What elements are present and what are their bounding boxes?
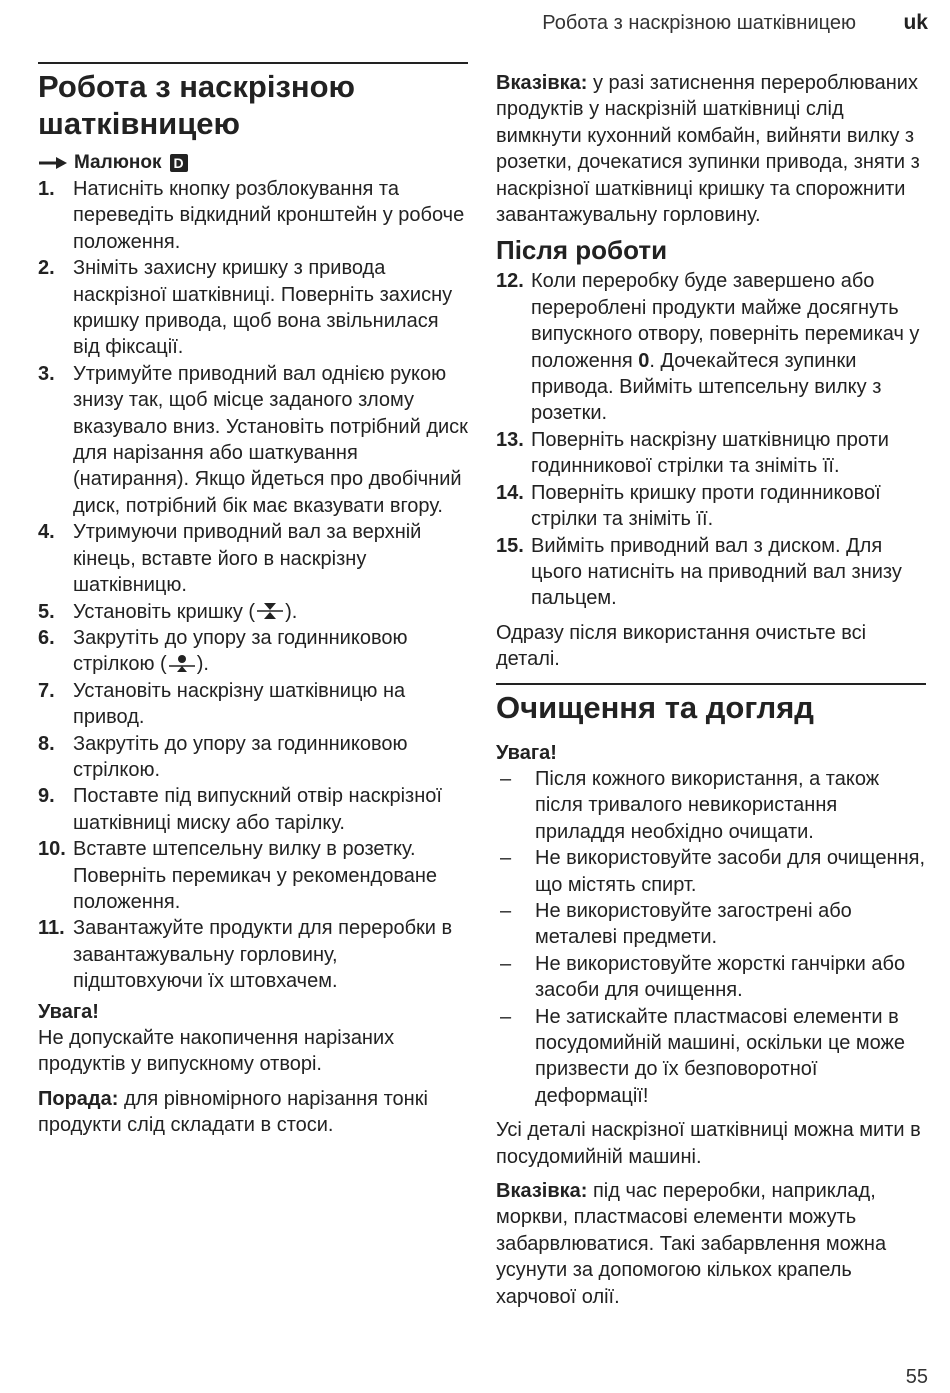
warning-text: Не використовуйте засоби для очищення, що містять спирт. [535, 847, 925, 896]
dishwasher-text: Усі деталі наскрізної шатківниці можна мити в посудомийній машині. [496, 1119, 921, 1168]
step-number: 11. [38, 917, 65, 940]
step-text-before: Установіть кришку ( [73, 600, 256, 623]
caution-text: Не допускайте накопичення нарізаних продуктів у випускному отворі. [38, 1027, 395, 1076]
step-number: 9. [38, 785, 55, 808]
step-text [73, 625, 468, 678]
step-text: Вставте штепсельну вилку в розетку. Поверніть перемикач у рекомендоване положення. [73, 838, 438, 913]
list-item [496, 951, 926, 1004]
note-paragraph-jam [496, 70, 926, 228]
right-column [496, 70, 926, 1310]
section-rule [496, 683, 926, 685]
step-text [531, 268, 926, 426]
list-item [496, 268, 926, 426]
step-text: Утримуйте приводний вал однією рукою знизу так, щоб місце заданого злому вказувало вниз. Установіть потрібний диск для нарізання або шаткування (натирання). Якщо йдеться про двобічний диск, потрібний бік має вказувати вгору. [73, 362, 468, 517]
after-steps-list [496, 268, 926, 611]
arrow-right-icon [38, 156, 68, 170]
dash-bullet: – [500, 899, 512, 922]
steps-list [38, 176, 468, 995]
step-number: 6. [38, 626, 55, 649]
list-item [496, 898, 926, 951]
list-item [496, 766, 926, 845]
section-rule [38, 62, 468, 64]
step-text: Поверніть кришку проти годинникової стрілки та зніміть її. [531, 481, 881, 531]
section-title-after-work: Після роботи [496, 235, 668, 266]
note-label: Вказівка: [496, 1180, 588, 1203]
language-code: uk [903, 11, 928, 34]
list-item [38, 361, 468, 519]
list-item [38, 599, 468, 625]
warnings-list [496, 766, 926, 1109]
list-item [38, 915, 468, 994]
caution-label: Увага! [38, 1000, 99, 1023]
step-text: Поверніть наскрізну шатківницю проти годинникової стрілки та зніміть її. [531, 428, 889, 478]
tip-paragraph [38, 1086, 468, 1139]
step-text: Вийміть приводний вал з диском. Для цього натисніть на приводний вал знизу пальцем. [531, 534, 902, 610]
step-number: 13. [496, 428, 524, 451]
figure-letter-badge: D [170, 154, 188, 172]
header-title: Робота з наскрізною шатківницею [542, 12, 856, 34]
list-item [38, 783, 468, 836]
step-text-after: ). [196, 653, 209, 676]
step-number: 12. [496, 270, 524, 293]
list-item [38, 625, 468, 678]
step-number: 10. [38, 838, 66, 861]
section-title-cleaning: Очищення та догляд [496, 689, 814, 725]
step-number: 1. [38, 178, 55, 200]
lid-insert-icon [255, 601, 285, 621]
section-title-slicer: Робота з наскрізною шатківницею [38, 69, 356, 141]
step-text: Зніміть захисну кришку з привода наскрізної шатківниці. Поверніть захисну кришку привода, щоб вона звільнилася від фіксації. [73, 257, 453, 359]
warning-text: Після кожного використання, а також після тривалого невикористання приладдя необхідно очищати. [535, 767, 880, 843]
left-column [38, 62, 468, 1139]
step-number: 3. [38, 362, 55, 385]
step-text: Завантажуйте продукти для переробки в завантажувальну горловину, підштовхуючи їх штовхачем. [73, 917, 453, 993]
note-text: під час переробки, наприклад, моркви, пластмасові елементи можуть забарвлюватися. Такі забарвлення можна усунути за допомогою кількох крапель харчової олії. [496, 1180, 887, 1308]
list-item [496, 1004, 926, 1110]
step-number: 7. [38, 679, 55, 702]
list-item [496, 427, 926, 480]
step-text-before: Закрутіть до упору за годинниковою стрілкою ( [73, 626, 408, 676]
figure-reference [38, 150, 468, 176]
switch-position-zero: 0 [638, 349, 650, 372]
dash-bullet: – [500, 767, 512, 790]
step-text: Установіть наскрізну шатківницю на привод. [73, 679, 406, 729]
list-item [38, 176, 468, 255]
note-label: Вказівка: [496, 72, 588, 94]
after-use-text: Одразу після використання очистьте всі деталі. [496, 621, 867, 671]
warning-text: Не затискайте пластмасові елементи в посудомийній машині, оскільки це може призвести до їх безповоротної деформації! [535, 1005, 906, 1107]
step-number: 8. [38, 732, 55, 755]
step-text: Натисніть кнопку розблокування та переведіть відкидний кронштейн у робоче положення. [73, 178, 465, 253]
warning-text: Не використовуйте загострені або металеві предмети. [535, 899, 852, 949]
list-item [38, 731, 468, 784]
dash-bullet: – [500, 847, 512, 870]
step-number: 2. [38, 257, 55, 280]
step-text: Утримуючи приводний вал за верхній кінець, вставте його в наскрізну шатківницю. [73, 521, 422, 597]
step-text: Закрутіть до упору за годинниковою стрілкою. [73, 732, 408, 781]
list-item [38, 678, 468, 731]
page-number: 55 [905, 1366, 928, 1388]
tip-text: для рівномірного нарізання тонкі продукти слід складати в стоси. [38, 1087, 428, 1137]
note-paragraph-staining [496, 1178, 926, 1310]
dash-bullet: – [500, 1005, 512, 1028]
lock-position-icon [167, 653, 197, 673]
step-text-before: Коли переробку буде завершено або перероблені продукти майже досягнуть випускного отвору, поверніть перемикач у положення [531, 270, 920, 372]
step-text-after: . Дочекайтеся зупинки привода. Вийміть штепсельну вилку з розетки. [531, 349, 882, 425]
warning-text: Не використовуйте жорсткі ганчірки або засоби для очищення. [535, 952, 906, 1002]
tip-label: Порада: [38, 1087, 119, 1110]
list-item [496, 533, 926, 612]
page-header [0, 12, 950, 42]
step-text: Поставте під випускний отвір наскрізної шатківниці миску або тарілку. [73, 785, 442, 834]
step-number: 14. [496, 481, 524, 504]
step-number: 5. [38, 600, 55, 623]
step-number: 4. [38, 521, 55, 544]
step-text-after: ). [285, 600, 298, 623]
list-item [38, 836, 468, 915]
figure-label: Малюнок [74, 152, 162, 173]
list-item [38, 519, 468, 598]
caution-label: Увага! [496, 741, 557, 764]
dash-bullet: – [500, 952, 512, 975]
list-item [496, 845, 926, 898]
step-number: 15. [496, 534, 524, 557]
note-text: у разі затиснення перероблюваних продуктів у наскрізній шатківниці слід вимкнути кухонний комбайн, вийняти вилку з розетки, дочекатися зупинки привода, зняти з наскрізної шатківниці кришку та спорожнити завантажувальну горловину. [496, 72, 920, 227]
list-item [38, 255, 468, 361]
list-item [496, 480, 926, 533]
step-text [73, 599, 468, 625]
